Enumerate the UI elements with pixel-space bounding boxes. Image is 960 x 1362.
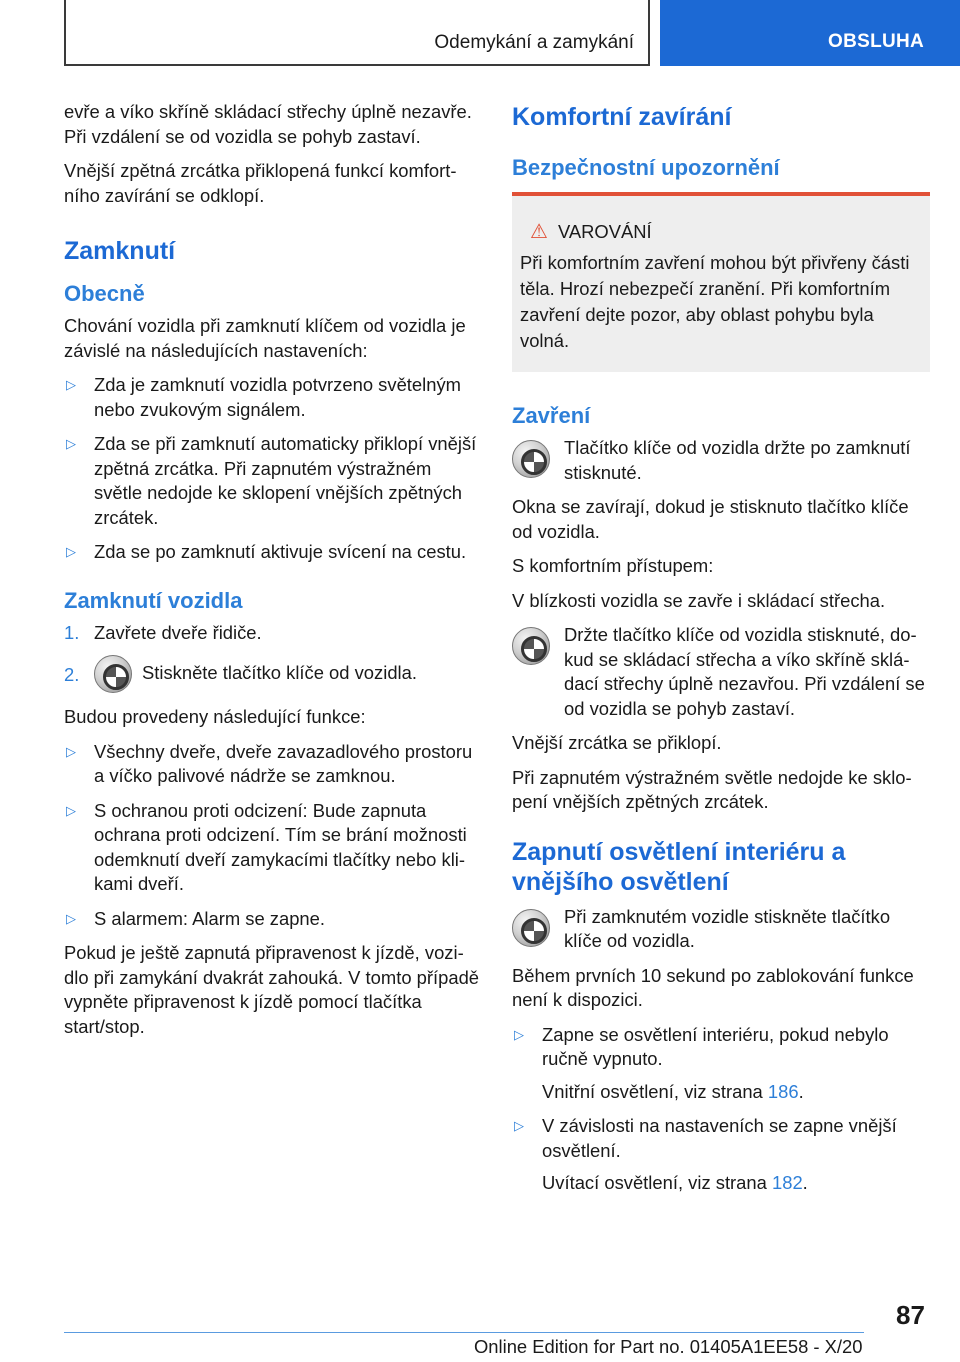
general-text: Chování vozidla při zamknutí klíčem od vozidla je závislé na následujících nastaveních: (64, 315, 466, 361)
bullet-triangle-icon: ▷ (66, 802, 76, 818)
footer-divider (64, 1332, 864, 1333)
key-button-icon (512, 909, 550, 947)
warning-box (512, 192, 930, 372)
close-text: Při zapnutém výstražném světle nedojde ke sklopení vnějších zpětných zrcátek. (512, 766, 912, 812)
heading-comfort: Komfortní zavírání (512, 103, 732, 131)
bullet-triangle-icon: ▷ (66, 910, 76, 926)
page-number: 87 (896, 1300, 925, 1330)
lights-list (512, 1023, 930, 1196)
key-button-icon (94, 655, 132, 693)
outro-paragraph: Pokud je ještě zapnutá připravenost k jízdě, vozidlo při zamykání dvakrát zahouká. V tomto případě vypněte připravenost k jízdě pomocí tlačítka start/stop. (64, 942, 480, 1037)
warning-text: Při komfortním zavření mohou být přivřeny části těla. Hrozí nebezpečí zranění. Při komfortním zavření dejte pozor, aby oblast pohybu byla volná. (520, 252, 910, 351)
close-text: S komfortním přístupem: (512, 555, 714, 576)
key-instruction: Při zamknutém vozidle stiskněte tlačítko klíče od vozidla. (512, 905, 930, 954)
bullet-triangle-icon: ▷ (514, 1026, 524, 1042)
list-item: ▷ Zda je zamknutí vozidla potvrzeno světelným nebo zvukovým signálem. (66, 374, 461, 420)
close-text: Okna se zavírají, dokud je stisknuto tlačítko klíče od vozidla. (512, 496, 909, 542)
step-item: 1. Zavřete dveře řidiče. (64, 621, 262, 643)
heading-lock-vehicle: Zamknutí vozidla (64, 587, 243, 613)
functions-list (64, 740, 482, 932)
bullet-triangle-icon: ▷ (514, 1118, 524, 1133)
heading-general: Obecně (64, 281, 145, 306)
steps-list (64, 621, 482, 696)
bullet-triangle-icon: ▷ (66, 377, 76, 392)
page-link-182[interactable]: 182 (771, 1172, 803, 1193)
left-column (64, 100, 482, 1049)
close-text: V blízkosti vozidla se zavře i skládací střecha. (512, 589, 886, 611)
bullet-triangle-icon: ▷ (66, 743, 76, 759)
close-text: Vnější zrcátka se přiklopí. (512, 732, 722, 753)
list-item: ▷ Všechny dveře, dveře zavazadlového prostoru a víčko palivové nádrže se zamknou. (66, 740, 473, 786)
heading-lights: Zapnutí osvětlení interiéru a vnějšího osvětlení (512, 837, 846, 896)
key-button-icon (512, 440, 550, 478)
list-item: ▷ V závislosti na nastaveních se zapne vnější osvětlení. Uvítací osvětlení, viz strana 182. (514, 1115, 897, 1193)
right-column (512, 100, 930, 1206)
general-list (64, 373, 482, 565)
functions-intro: Budou provedeny následující funkce: (64, 706, 366, 727)
warning-triangle-icon: ⚠ (530, 221, 548, 243)
chapter-title: OBSLUHA (828, 31, 925, 52)
list-item: ▷ Zapne se osvětlení interiéru, pokud nebylo ručně vypnuto. Vnitřní osvětlení, viz strana 186. (514, 1023, 889, 1102)
page-link-186[interactable]: 186 (767, 1080, 799, 1102)
intro-paragraph: Vnější zpětná zrcátka přiklopená funkcí komfortního zavírání se odklopí. (64, 160, 457, 206)
header-section-box (64, 0, 650, 66)
step-item: 2. Stiskněte tlačítko klíče od vozidla. (64, 655, 482, 695)
heading-lock: Zamknutí (64, 237, 176, 265)
bullet-triangle-icon: ▷ (66, 436, 76, 451)
key-button-icon (512, 627, 550, 665)
list-item: ▷ Zda se po zamknutí aktivuje svícení na cestu. (64, 540, 482, 565)
section-title: Odemykání a zamykání (434, 32, 634, 53)
header-chapter-tab[interactable] (660, 0, 960, 66)
heading-safety: Bezpečnostní upozornění (512, 155, 780, 180)
intro-paragraph: evře a víko skříně skládací střechy úplně nezavře. Při vzdálení se od vozidla se pohyb zastaví. (64, 101, 472, 147)
heading-close: Zavření (512, 403, 591, 428)
list-item: ▷ Zda se při zamknutí automaticky přiklopí vnější zpětná zrcátka. Při zapnutém výstražném světle nedojde ke sklopení vnějších zpětných zrcátek. (66, 433, 477, 528)
list-item: ▷ S ochranou proti odcizení: Bude zapnuta ochrana proti odcizení. Tím se brání možnosti odemknutí dveří zamykacími tlačítky nebo klikami dveří. (66, 799, 467, 894)
list-item: ▷ S alarmem: Alarm se zapne. (64, 907, 482, 932)
warning-label: VAROVÁNÍ (557, 221, 652, 242)
key-instruction: Tlačítko klíče od vozidla držte po zamknutí stisknuté. (512, 436, 930, 485)
bullet-triangle-icon: ▷ (66, 544, 76, 559)
lights-text: Během prvních 10 sekund po zablokování funkce není k dispozici. (512, 964, 914, 1010)
key-instruction: Držte tlačítko klíče od vozidla stisknuté, dokud se skládací střecha a víko skříně skládací střechy úplně nezavřou. Při vzdálení se od vozidla se pohyb zastaví. (512, 623, 930, 721)
footer-edition: Online Edition for Part no. 01405A1EE58 - X/20 (474, 1336, 863, 1357)
